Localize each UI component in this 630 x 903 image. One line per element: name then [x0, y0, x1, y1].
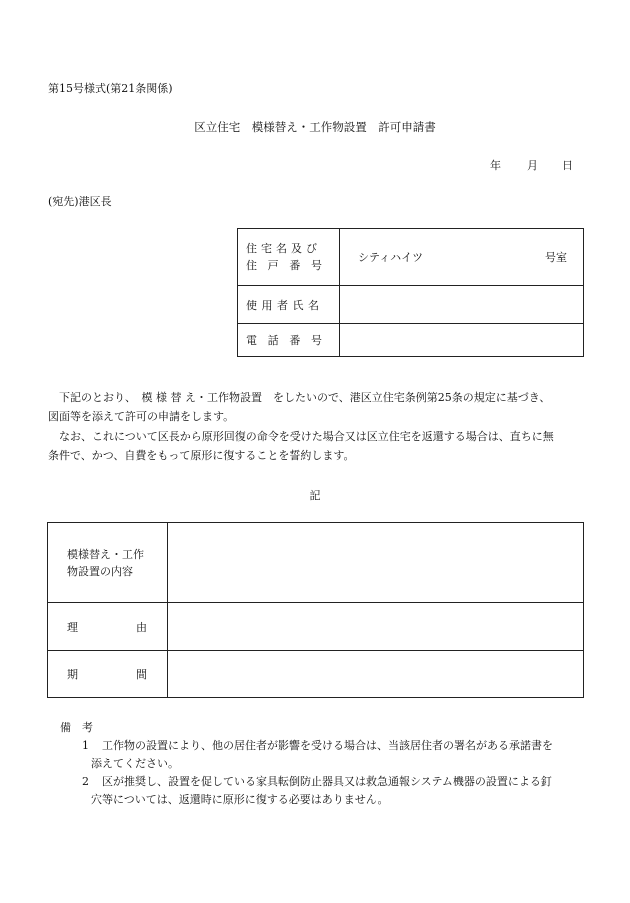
phone-label-cell — [238, 324, 340, 357]
content-label-line-2: 物設置の内容 — [67, 564, 133, 578]
applicant-row-user — [238, 286, 584, 324]
note-item-2-line-2: 穴等については、返還時に原形に復する必要はありません。 — [91, 793, 389, 806]
user-name-value-cell[interactable] — [340, 286, 584, 324]
reason-label-char-2: 由 — [136, 620, 147, 634]
residence-label-line2 — [246, 257, 322, 274]
note-item-1-number: 1 — [82, 739, 89, 752]
phone-label — [246, 332, 322, 348]
reason-label-char-1: 理 — [67, 620, 78, 634]
reason-label-cell — [48, 603, 168, 651]
notes-heading: 備 考 — [60, 721, 93, 734]
details-row-content — [48, 523, 584, 603]
content-label-cell — [48, 523, 168, 603]
note-item-2-number: 2 — [82, 775, 89, 788]
residence-label-cell — [238, 229, 340, 286]
reason-label — [67, 619, 147, 635]
phone-label-char-1: 電 — [246, 334, 257, 347]
content-value-cell[interactable] — [168, 523, 584, 603]
note-item-1-line-2: 添えてください。 — [91, 757, 179, 770]
applicant-row-phone — [238, 324, 584, 357]
form-number: 第15号様式(第21条関係) — [48, 82, 173, 95]
reason-value-cell[interactable] — [168, 603, 584, 651]
details-table — [47, 522, 584, 698]
ki-heading: 記 — [309, 489, 321, 502]
phone-label-char-2: 話 — [267, 334, 279, 347]
applicant-table — [237, 228, 584, 357]
period-label-char-2: 間 — [136, 668, 147, 681]
note-item-1-line-1: 工作物の設置により、他の居住者が影響を受ける場合は、当該居住者の署名がある承諾書を — [102, 739, 553, 752]
residence-label-char-1: 住 — [246, 259, 257, 272]
room-suffix: 号室 — [545, 251, 567, 264]
user-name-label: 使用者氏名 — [238, 286, 340, 324]
note-item-2 — [102, 773, 588, 791]
addressee: (宛先)港区長 — [48, 195, 112, 208]
date-month-label: 月 — [527, 159, 538, 172]
residence-value-cell[interactable] — [340, 229, 584, 286]
period-label-cell — [48, 651, 168, 698]
paragraph-2-line-1: なお、これについて区長から原形回復の命令を受けた場合又は区立住宅を返還する場合は、直ちに無 — [59, 430, 554, 443]
content-label-line-1: 模様替え・工作 — [67, 547, 144, 561]
date-year-label: 年 — [490, 159, 501, 172]
note-item-2-line-1: 区が推奨し、設置を促している家具転倒防止器具又は救急通報システム機器の設置による釘 — [102, 775, 552, 788]
date-day-label: 日 — [562, 159, 573, 172]
residence-label-char-2: 戸 — [267, 259, 279, 272]
declaration-paragraph-1 — [48, 388, 588, 426]
declaration-paragraph-2 — [48, 427, 588, 465]
applicant-row-residence — [238, 229, 584, 286]
period-label — [67, 666, 147, 682]
paragraph-2-line-2: 条件で、かつ、自費をもって原形に復することを誓約します。 — [48, 449, 355, 462]
phone-label-char-4: 号 — [310, 334, 322, 347]
residence-label-char-3: 番 — [289, 259, 301, 272]
phone-value-cell[interactable] — [340, 324, 584, 357]
paragraph-1-line-1: 下記のとおり、 模 様 替 え・工作物設置 をしたいので、港区立住宅条例第25条の規定に基づき、 — [59, 391, 551, 404]
details-row-reason — [48, 603, 584, 651]
residence-label-line1: 住宅名及び — [246, 242, 321, 255]
building-name: シティハイツ — [358, 251, 424, 264]
period-value-cell[interactable] — [168, 651, 584, 698]
note-item-1 — [102, 737, 588, 755]
paragraph-1-line-2: 図面等を添えて許可の申請をします。 — [48, 410, 235, 423]
details-row-period — [48, 651, 584, 698]
page-title: 区立住宅 模様替え・工作物設置 許可申請書 — [194, 120, 436, 134]
phone-label-char-3: 番 — [289, 334, 301, 347]
residence-label-char-4: 号 — [310, 259, 322, 272]
period-label-char-1: 期 — [67, 668, 78, 681]
